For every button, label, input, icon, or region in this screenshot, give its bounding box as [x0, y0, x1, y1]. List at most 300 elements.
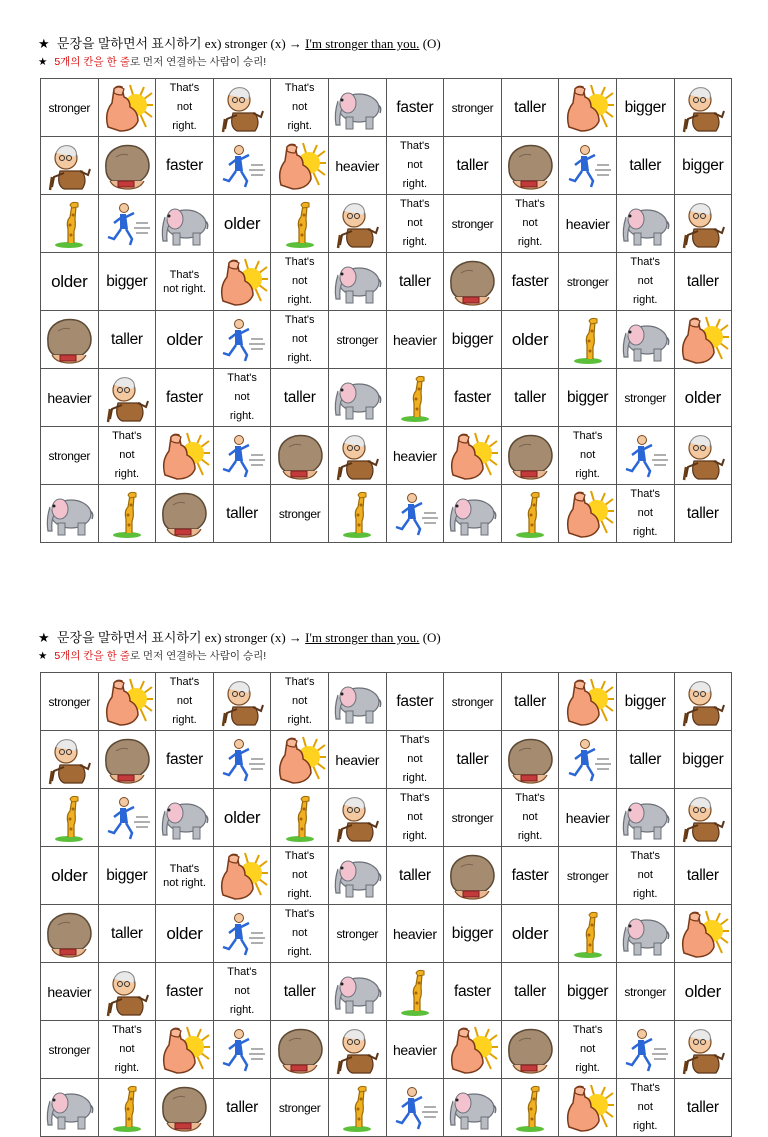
board-cell[interactable] [271, 847, 329, 905]
comparative-word: taller [629, 156, 662, 174]
board-cell[interactable] [156, 1021, 214, 1079]
board-cell[interactable] [501, 905, 559, 963]
old-man-icon [42, 141, 96, 191]
runner-icon [215, 431, 269, 481]
board-cell[interactable] [328, 311, 386, 369]
comparative-word: stronger [566, 868, 609, 883]
instruction-line-1 [38, 33, 441, 53]
bingo-board [40, 78, 732, 543]
board-cell[interactable] [98, 963, 156, 1021]
board-cell[interactable] [213, 137, 271, 195]
boulder-icon [445, 851, 499, 901]
board-cell[interactable] [616, 963, 674, 1021]
board-cell[interactable] [271, 905, 329, 963]
board-cell[interactable] [98, 253, 156, 311]
board-cell[interactable] [444, 1079, 502, 1137]
board-cell[interactable] [213, 963, 271, 1021]
board-cell[interactable] [41, 79, 99, 137]
board-cell[interactable] [98, 1021, 156, 1079]
board-cell[interactable] [444, 311, 502, 369]
board-cell[interactable] [616, 369, 674, 427]
board-cell[interactable] [41, 1079, 99, 1137]
board-cell[interactable] [559, 79, 617, 137]
board-cell[interactable] [674, 253, 732, 311]
comparative-word: stronger [48, 448, 91, 463]
board-cell[interactable] [156, 673, 214, 731]
elephant-icon [330, 851, 384, 901]
flexed-arm-icon [273, 735, 327, 785]
board-cell[interactable] [386, 847, 444, 905]
old-man-icon [676, 431, 730, 481]
board-cell[interactable] [213, 253, 271, 311]
board-cell[interactable] [444, 427, 502, 485]
comparative-word: older [684, 387, 721, 407]
board-cell[interactable] [501, 485, 559, 543]
board-cell[interactable] [41, 673, 99, 731]
board-cell[interactable] [328, 847, 386, 905]
flexed-arm-icon [561, 1083, 615, 1133]
runner-icon [215, 909, 269, 959]
flexed-arm-icon [445, 431, 499, 481]
elephant-icon [42, 1083, 96, 1133]
elephant-icon [330, 257, 384, 307]
board-row [41, 427, 732, 485]
board-cell[interactable] [501, 195, 559, 253]
not-right-text: right. [633, 1120, 658, 1132]
board-cell[interactable] [213, 1079, 271, 1137]
board-cell[interactable] [386, 195, 444, 253]
board-cell[interactable] [156, 1079, 214, 1137]
board-cell[interactable] [444, 905, 502, 963]
not-right-text: That's [284, 908, 315, 920]
board-cell[interactable] [328, 1079, 386, 1137]
board-cell[interactable] [501, 79, 559, 137]
board-cell[interactable] [616, 311, 674, 369]
board-cell[interactable] [444, 963, 502, 1021]
board-cell[interactable] [328, 731, 386, 789]
giraffe-icon [388, 373, 442, 423]
board-cell[interactable] [386, 1021, 444, 1079]
board-cell[interactable] [444, 1021, 502, 1079]
board-cell[interactable] [559, 369, 617, 427]
board-cell[interactable] [271, 789, 329, 847]
board-cell[interactable] [444, 673, 502, 731]
comparative-word: bigger [682, 156, 724, 174]
board-cell[interactable] [213, 427, 271, 485]
board-cell[interactable] [674, 731, 732, 789]
board-cell[interactable] [328, 427, 386, 485]
board-cell[interactable] [98, 79, 156, 137]
board-cell[interactable] [386, 79, 444, 137]
comparative-word: older [511, 329, 549, 349]
board-cell[interactable] [386, 427, 444, 485]
board-cell[interactable] [559, 789, 617, 847]
board-cell[interactable] [41, 847, 99, 905]
board-cell[interactable] [616, 1079, 674, 1137]
board-cell[interactable] [328, 369, 386, 427]
board-cell[interactable] [271, 731, 329, 789]
board-cell[interactable] [674, 79, 732, 137]
board-cell[interactable] [501, 963, 559, 1021]
board-cell[interactable] [501, 427, 559, 485]
board-cell[interactable] [386, 311, 444, 369]
board-cell[interactable] [559, 1079, 617, 1137]
board-cell[interactable] [674, 369, 732, 427]
board-cell[interactable] [98, 905, 156, 963]
board-cell[interactable] [674, 137, 732, 195]
board-cell[interactable] [501, 253, 559, 311]
not-right-text: That's [112, 1024, 142, 1036]
old-man-icon [676, 677, 730, 727]
board-cell[interactable] [559, 253, 617, 311]
board-cell[interactable] [386, 731, 444, 789]
board-cell[interactable] [616, 79, 674, 137]
board-cell[interactable] [386, 789, 444, 847]
elephant-icon [157, 793, 211, 843]
board-cell[interactable] [213, 485, 271, 543]
board-cell[interactable] [616, 847, 674, 905]
board-cell[interactable] [386, 137, 444, 195]
board-cell[interactable] [98, 369, 156, 427]
board-cell[interactable] [674, 311, 732, 369]
runner-icon [388, 489, 442, 539]
board-cell[interactable] [98, 485, 156, 543]
board-cell[interactable] [41, 369, 99, 427]
board-cell[interactable] [328, 789, 386, 847]
board-cell[interactable] [559, 311, 617, 369]
old-man-icon [100, 373, 154, 423]
board-cell[interactable] [156, 79, 214, 137]
board-cell[interactable] [213, 1021, 271, 1079]
not-right-text: That's [227, 372, 257, 384]
board-cell[interactable] [271, 137, 329, 195]
board-cell[interactable] [156, 369, 214, 427]
not-right-text: not right. [163, 282, 206, 295]
board-cell[interactable] [41, 137, 99, 195]
board-cell[interactable] [271, 485, 329, 543]
comparative-word: older [511, 923, 549, 943]
board-cell[interactable] [616, 195, 674, 253]
board-cell[interactable] [674, 1079, 732, 1137]
not-right-text: not [637, 869, 653, 881]
board-cell[interactable] [213, 789, 271, 847]
board-cell[interactable] [616, 427, 674, 485]
board-cell[interactable] [674, 427, 732, 485]
not-right-text: right. [633, 888, 658, 900]
board-cell[interactable] [98, 731, 156, 789]
flexed-arm-icon [215, 257, 269, 307]
comparative-word: stronger [624, 390, 667, 405]
board-cell[interactable] [674, 485, 732, 543]
board-cell[interactable] [41, 1021, 99, 1079]
not-right-text: That's [284, 676, 315, 688]
comparative-word: taller [686, 866, 719, 884]
board-cell[interactable] [559, 1021, 617, 1079]
board-cell[interactable] [98, 137, 156, 195]
boulder-icon [503, 735, 557, 785]
board-cell[interactable] [213, 673, 271, 731]
board-cell[interactable] [616, 485, 674, 543]
board-cell[interactable] [156, 427, 214, 485]
example-right: I'm stronger than you. [305, 36, 420, 51]
board-cell[interactable] [501, 1079, 559, 1137]
board-cell[interactable] [98, 311, 156, 369]
board-cell[interactable] [156, 789, 214, 847]
flexed-arm-icon [157, 1025, 211, 1075]
board-cell[interactable] [444, 847, 502, 905]
board-cell[interactable] [616, 673, 674, 731]
board-cell[interactable] [213, 847, 271, 905]
flexed-arm-icon [273, 141, 327, 191]
board-cell[interactable] [328, 137, 386, 195]
comparative-word: stronger [566, 274, 609, 289]
not-right-text: not [407, 811, 423, 823]
board-cell[interactable] [559, 905, 617, 963]
board-cell[interactable] [271, 673, 329, 731]
runner-icon [100, 793, 154, 843]
board-row [41, 905, 732, 963]
board-cell[interactable] [328, 905, 386, 963]
board-cell[interactable] [386, 253, 444, 311]
not-right-text: not [637, 507, 653, 519]
elephant-icon [618, 315, 672, 365]
not-right-text: not [119, 449, 135, 461]
board-cell[interactable] [616, 905, 674, 963]
board-cell[interactable] [386, 1079, 444, 1137]
board-cell[interactable] [271, 963, 329, 1021]
board-cell[interactable] [98, 427, 156, 485]
board-cell[interactable] [213, 311, 271, 369]
boulder-icon [100, 141, 154, 191]
board-cell[interactable] [501, 311, 559, 369]
board-cell[interactable] [41, 427, 99, 485]
board-cell[interactable] [41, 253, 99, 311]
board-row [41, 731, 732, 789]
giraffe-icon [561, 909, 615, 959]
board-cell[interactable] [156, 905, 214, 963]
comparative-word: taller [283, 982, 316, 1000]
board-cell[interactable] [501, 789, 559, 847]
comparative-word: bigger [566, 982, 609, 1000]
board-cell[interactable] [386, 369, 444, 427]
board-cell[interactable] [156, 253, 214, 311]
board-cell[interactable] [674, 673, 732, 731]
old-man-icon [676, 199, 730, 249]
board-cell[interactable] [559, 963, 617, 1021]
comparative-word: faster [166, 156, 203, 174]
board-cell[interactable] [328, 195, 386, 253]
board-row [41, 485, 732, 543]
instruction-korean: 문장을 말하면서 표시하기 ex) [56, 36, 222, 51]
board-cell[interactable] [559, 427, 617, 485]
comparative-word: stronger [624, 984, 667, 999]
board-cell[interactable] [213, 905, 271, 963]
board-cell[interactable] [271, 79, 329, 137]
not-right-text: That's [630, 850, 661, 862]
board-cell[interactable] [271, 195, 329, 253]
not-right-text: That's [169, 862, 200, 875]
board-row [41, 963, 732, 1021]
not-right-text: That's [400, 198, 430, 210]
board-cell[interactable] [41, 485, 99, 543]
comparative-word: stronger [278, 1100, 321, 1115]
board-cell[interactable] [98, 847, 156, 905]
board-cell[interactable] [501, 1021, 559, 1079]
board-cell[interactable] [41, 731, 99, 789]
board-cell[interactable] [559, 731, 617, 789]
comparative-word: heavier [392, 331, 437, 348]
board-cell[interactable] [98, 1079, 156, 1137]
not-right-text: That's [630, 256, 661, 268]
comparative-word: taller [686, 504, 719, 522]
comparative-word: bigger [451, 924, 494, 942]
board-cell[interactable] [674, 963, 732, 1021]
board-cell[interactable] [156, 847, 214, 905]
board-cell[interactable] [674, 1021, 732, 1079]
board-cell[interactable] [444, 79, 502, 137]
comparative-word: stronger [278, 506, 321, 521]
not-right-text: That's [284, 256, 315, 268]
giraffe-icon [330, 489, 384, 539]
board-cell[interactable] [616, 1021, 674, 1079]
comparative-word: heavier [392, 925, 437, 942]
comparative-word: faster [511, 866, 549, 884]
instruction-red-3: 한 [106, 650, 117, 662]
board-cell[interactable] [386, 485, 444, 543]
instruction-line-2 [38, 54, 266, 68]
not-right-text: not [522, 811, 538, 823]
board-cell[interactable] [271, 1021, 329, 1079]
board-cell[interactable] [213, 731, 271, 789]
instruction-red-2: 칸을 [83, 650, 104, 662]
board-cell[interactable] [328, 673, 386, 731]
board-cell[interactable] [156, 731, 214, 789]
comparative-word: stronger [336, 926, 379, 941]
board-cell[interactable] [674, 905, 732, 963]
board-cell[interactable] [98, 195, 156, 253]
board-cell[interactable] [213, 195, 271, 253]
flexed-arm-icon [676, 909, 730, 959]
board-cell[interactable] [213, 369, 271, 427]
board-cell[interactable] [213, 79, 271, 137]
board-cell[interactable] [41, 789, 99, 847]
board-cell[interactable] [444, 789, 502, 847]
runner-icon [618, 1025, 672, 1075]
board-cell[interactable] [501, 847, 559, 905]
board-cell[interactable] [328, 485, 386, 543]
board-cell[interactable] [41, 195, 99, 253]
board-cell[interactable] [616, 731, 674, 789]
board-cell[interactable] [156, 195, 214, 253]
board-cell[interactable] [386, 673, 444, 731]
board-cell[interactable] [156, 311, 214, 369]
giraffe-icon [503, 1083, 557, 1133]
board-cell[interactable] [559, 847, 617, 905]
not-right-text: That's [169, 82, 200, 94]
comparative-word: faster [166, 388, 203, 406]
board-cell[interactable] [98, 789, 156, 847]
board-cell[interactable] [98, 673, 156, 731]
board-cell[interactable] [156, 963, 214, 1021]
board-cell[interactable] [444, 731, 502, 789]
instruction-red-2: 칸을 [83, 56, 104, 68]
board-cell[interactable] [616, 789, 674, 847]
flexed-arm-icon [561, 677, 615, 727]
board-cell[interactable] [271, 369, 329, 427]
old-man-icon [330, 1025, 384, 1075]
board-cell[interactable] [41, 963, 99, 1021]
not-right-text: right. [229, 410, 255, 422]
board-cell[interactable] [156, 485, 214, 543]
instruction-line-2 [38, 648, 266, 662]
board-cell[interactable] [41, 311, 99, 369]
board-cell[interactable] [328, 79, 386, 137]
board-cell[interactable] [444, 369, 502, 427]
elephant-icon [330, 373, 384, 423]
board-cell[interactable] [271, 311, 329, 369]
comparative-word: bigger [624, 98, 666, 116]
comparative-word: faster [453, 982, 491, 1000]
comparative-word: older [684, 981, 721, 1001]
board-cell[interactable] [271, 253, 329, 311]
comparative-word: stronger [48, 100, 91, 115]
board-cell[interactable] [559, 485, 617, 543]
board-cell[interactable] [674, 195, 732, 253]
not-right-text: not [234, 391, 250, 403]
board-cell[interactable] [41, 905, 99, 963]
star-icon: ★ [38, 37, 50, 52]
giraffe-icon [561, 315, 615, 365]
board-cell[interactable] [444, 195, 502, 253]
not-right-text: That's [112, 430, 142, 442]
board-cell[interactable] [444, 137, 502, 195]
comparative-word: taller [629, 750, 662, 768]
example-right: I'm stronger than you. [305, 630, 420, 645]
board-cell[interactable] [156, 137, 214, 195]
board-cell[interactable] [559, 673, 617, 731]
board-cell[interactable] [444, 253, 502, 311]
board-cell[interactable] [501, 369, 559, 427]
board-cell[interactable] [616, 253, 674, 311]
board-cell[interactable] [271, 1079, 329, 1137]
comparative-word: heavier [392, 1041, 437, 1058]
board-cell[interactable] [444, 485, 502, 543]
flexed-arm-icon [676, 315, 730, 365]
board-cell[interactable] [386, 963, 444, 1021]
comparative-word: bigger [106, 866, 148, 884]
runner-icon [561, 141, 615, 191]
not-right-text: right. [402, 236, 428, 248]
not-right-text: not [176, 101, 193, 113]
board-cell[interactable] [386, 905, 444, 963]
board-cell[interactable] [559, 195, 617, 253]
board-cell[interactable] [501, 137, 559, 195]
board-cell[interactable] [616, 137, 674, 195]
board-cell[interactable] [559, 137, 617, 195]
not-right-text: right. [172, 120, 197, 132]
board-cell[interactable] [501, 673, 559, 731]
board-cell[interactable] [674, 789, 732, 847]
board-cell[interactable] [328, 1021, 386, 1079]
board-cell[interactable] [328, 963, 386, 1021]
board-cell[interactable] [271, 427, 329, 485]
board-cell[interactable] [328, 253, 386, 311]
board-row [41, 847, 732, 905]
board-cell[interactable] [501, 731, 559, 789]
board-cell[interactable] [674, 847, 732, 905]
comparative-word: stronger [451, 810, 494, 825]
not-right-text: not [637, 275, 653, 287]
